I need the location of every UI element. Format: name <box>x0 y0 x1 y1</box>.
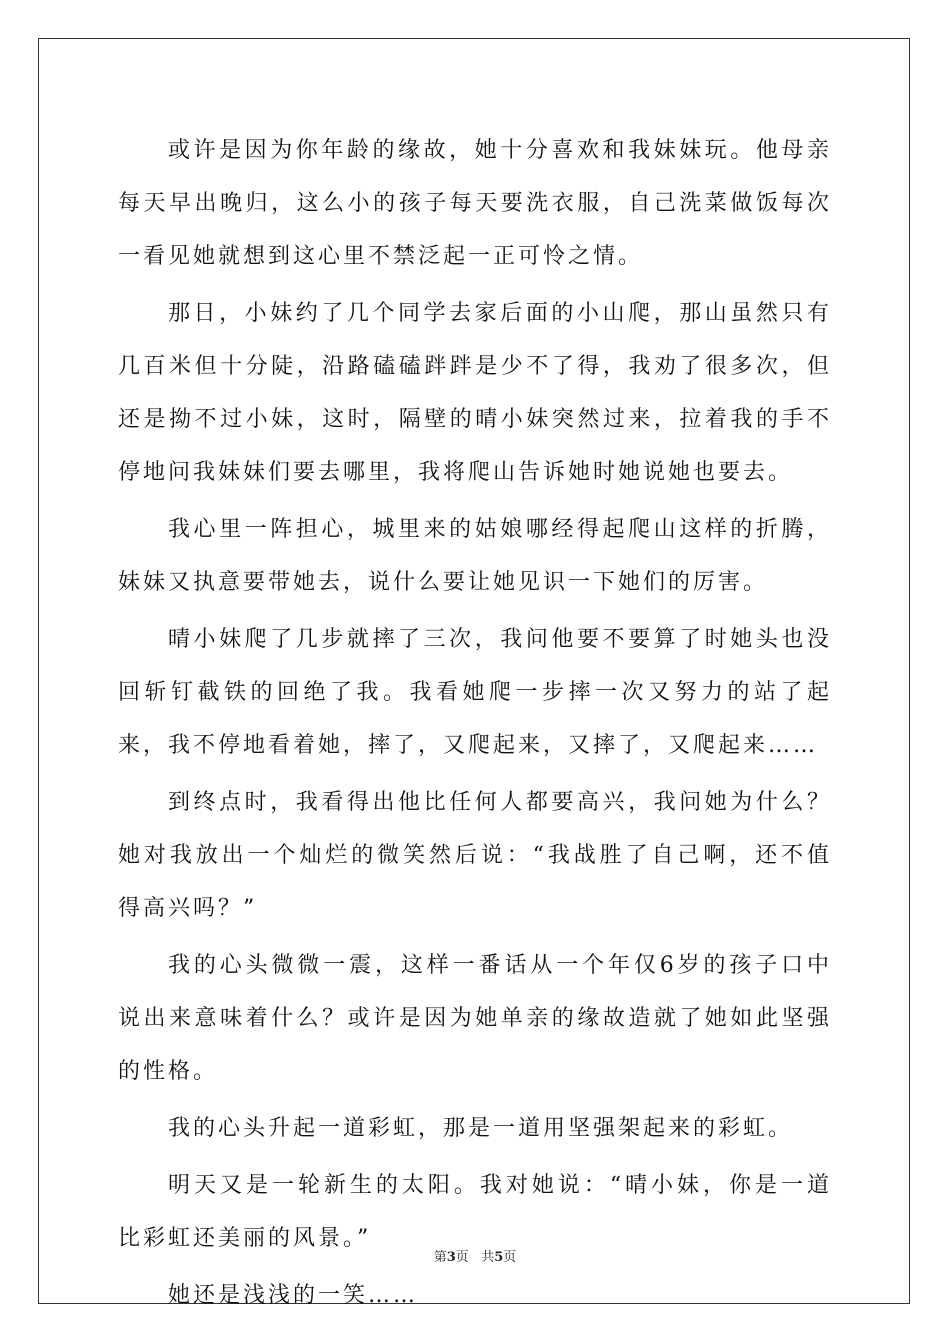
paragraph: 她还是浅浅的一笑…… <box>168 1283 419 1308</box>
paragraph: 或许是因为你年龄的缘故，她十分喜欢和我妹妹玩。他母亲每天早出晚归，这么小的孩子每天要洗衣服，自己洗菜做饭每次一看见她就想到这心里不禁泛起一正可怜之情。 <box>118 138 832 269</box>
footer-prefix: 第 <box>433 1250 447 1265</box>
paragraph: 我心里一阵担心，城里来的姑娘哪经得起爬山这样的折腾，妹妹又执意要带她去，说什么要让她见识一下她们的厉害。 <box>118 517 832 595</box>
total-page-number: 5 <box>494 1250 504 1265</box>
paragraph: 那日，小妹约了几个同学去家后面的小山爬，那山虽然只有几百米但十分陡，沿路磕磕跘跘是少不了得，我劝了很多次，但还是拗不过小妹，这时，隔壁的晴小妹突然过来，拉着我的手不停地问我妹妹们要去哪里，我将爬山告诉她时她说她也要去。 <box>118 301 832 485</box>
document-body <box>118 124 832 1326</box>
page-footer <box>0 1246 950 1265</box>
paragraph: 我的心头微微一震，这样一番话从一个年仅6岁的孩子口中说出来意味着什么？或许是因为她单亲的缘故造就了她如此坚强的性格。 <box>118 953 832 1084</box>
paragraph: 晴小妹爬了几步就摔了三次，我问他要不要算了时她头也没回斩钉截铁的回绝了我。我看她爬一步摔一次又努力的站了起来，我不停地看着她，摔了，又爬起来，又摔了，又爬起来…… <box>118 627 832 758</box>
footer-total-unit: 页 <box>503 1250 517 1265</box>
paragraph: 我的心头升起一道彩虹，那是一道用坚强架起来的彩虹。 <box>168 1116 794 1141</box>
current-page-number: 3 <box>446 1250 456 1265</box>
footer-total-prefix: 共 <box>481 1250 495 1265</box>
footer-page-unit: 页 <box>455 1250 469 1265</box>
paragraph: 明天又是一轮新生的太阳。我对她说：“晴小妹，你是一道比彩虹还美丽的风景。” <box>118 1173 832 1251</box>
paragraph: 到终点时，我看得出他比任何人都要高兴，我问她为什么？她对我放出一个灿烂的微笑然后说：“我战胜了自己啊，还不值得高兴吗？” <box>118 790 832 921</box>
